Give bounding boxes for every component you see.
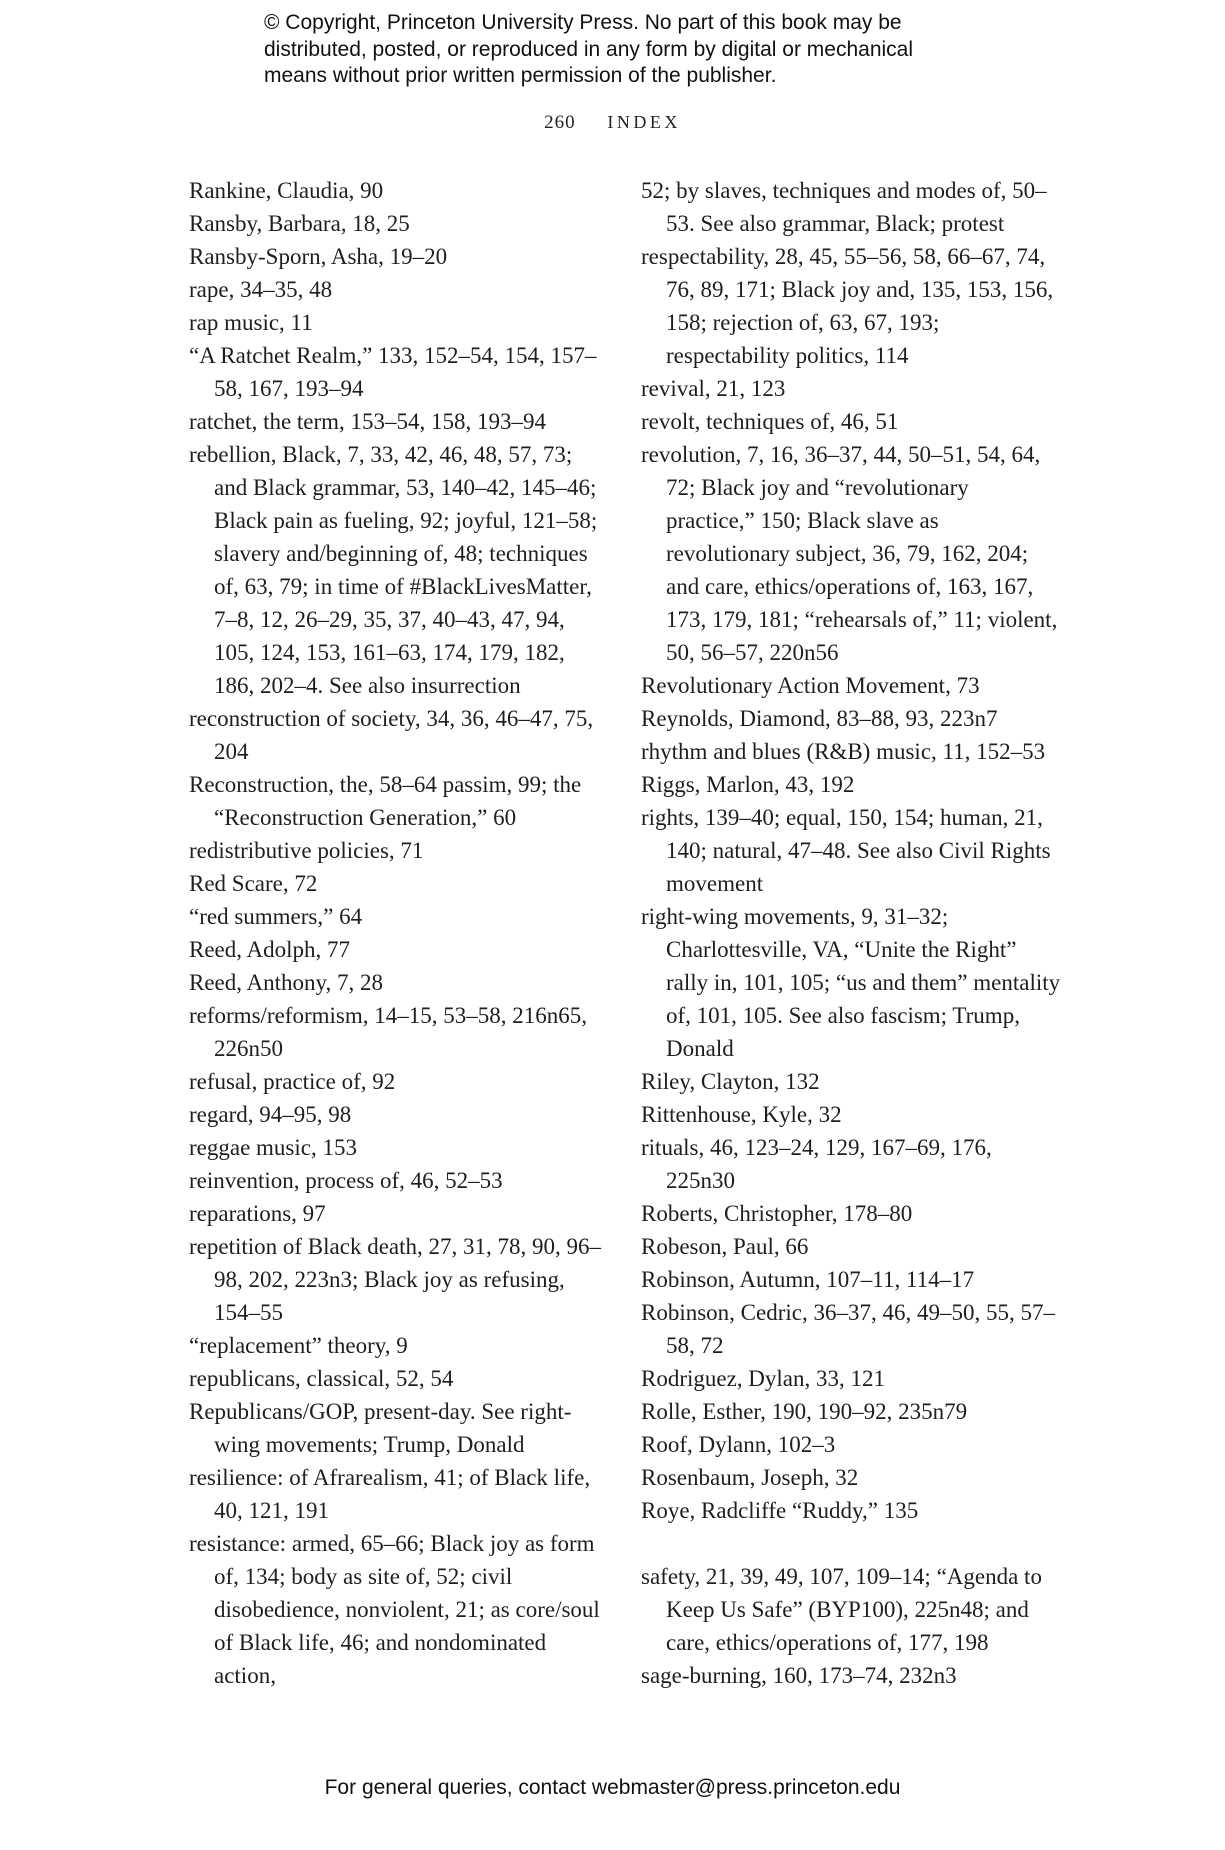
copyright-notice xyxy=(264,10,984,90)
index-entry: reconstruction of society, 34, 36, 46–47, 75, 204 xyxy=(189,706,594,764)
index-entry: Rosenbaum, Joseph, 32 xyxy=(641,1465,859,1490)
index-entry: ratchet, the term, 153–54, 158, 193–94 xyxy=(189,409,547,434)
index-column-right xyxy=(641,174,1061,1692)
footer-contact: For general queries, contact webmaster@press.princeton.edu xyxy=(324,1776,901,1799)
copyright-line: means without prior written permission of the publisher. xyxy=(264,64,777,87)
index-entry: right-wing movements, 9, 31–32; Charlottesville, VA, “Unite the Right” rally in, 101, 105; “us and them” mentality of, 101, 105. See also fascism; Trump, Donald xyxy=(641,904,1061,1061)
index-entry: resilience: of Afrarealism, 41; of Black life, 40, 121, 191 xyxy=(189,1465,591,1523)
index-entry: resistance: armed, 65–66; Black joy as form of, 134; body as site of, 52; civil disobedience, nonviolent, 21; as core/soul of Black life, 46; and nondominated action, xyxy=(189,1531,600,1688)
index-entry: Riley, Clayton, 132 xyxy=(641,1069,820,1094)
index-entry: redistributive policies, 71 xyxy=(189,838,424,863)
index-entry: Roberts, Christopher, 178–80 xyxy=(641,1201,913,1226)
index-entry: sage-burning, 160, 173–74, 232n3 xyxy=(641,1663,957,1688)
index-entry: Ransby-Sporn, Asha, 19–20 xyxy=(189,244,448,269)
index-entry: repetition of Black death, 27, 31, 78, 90, 96–98, 202, 223n3; Black joy as refusing, 154–55 xyxy=(189,1234,602,1325)
index-entry: Republicans/GOP, present-day. See right-wing movements; Trump, Donald xyxy=(189,1399,572,1457)
index-entry: Roye, Radcliffe “Ruddy,” 135 xyxy=(641,1498,919,1523)
copyright-line: © Copyright, Princeton University Press. No part of this book may be xyxy=(264,11,902,34)
index-entry: Reed, Adolph, 77 xyxy=(189,937,350,962)
index-entry: reparations, 97 xyxy=(189,1201,326,1226)
index-entry: Reynolds, Diamond, 83–88, 93, 223n7 xyxy=(641,706,998,731)
running-head-title: INDEX xyxy=(607,112,681,132)
index-entry: Revolutionary Action Movement, 73 xyxy=(641,673,980,698)
index-entry: rape, 34–35, 48 xyxy=(189,277,333,302)
index-entry: reinvention, process of, 46, 52–53 xyxy=(189,1168,503,1193)
index-entry: reggae music, 153 xyxy=(189,1135,357,1160)
index-entry: rituals, 46, 123–24, 129, 167–69, 176, 225n30 xyxy=(641,1135,992,1193)
index-entry: republicans, classical, 52, 54 xyxy=(189,1366,454,1391)
index-entry: reforms/reformism, 14–15, 53–58, 216n65, 226n50 xyxy=(189,1003,587,1061)
index-entry: rap music, 11 xyxy=(189,310,313,335)
index-entry: Rankine, Claudia, 90 xyxy=(189,178,384,203)
index-entry: Robinson, Autumn, 107–11, 114–17 xyxy=(641,1267,975,1292)
index-entry: Riggs, Marlon, 43, 192 xyxy=(641,772,855,797)
index-entry: Ransby, Barbara, 18, 25 xyxy=(189,211,410,236)
index-entry: rhythm and blues (R&B) music, 11, 152–53 xyxy=(641,739,1046,764)
index-entry: Robinson, Cedric, 36–37, 46, 49–50, 55, 57–58, 72 xyxy=(641,1300,1055,1358)
index-entry: Reed, Anthony, 7, 28 xyxy=(189,970,383,995)
index-entry: “red summers,” 64 xyxy=(189,904,363,929)
copyright-line: distributed, posted, or reproduced in any form by digital or mechanical xyxy=(264,37,914,61)
running-head xyxy=(0,112,1225,134)
index-entry: revolution, 7, 16, 36–37, 44, 50–51, 54, 64, 72; Black joy and “revolutionary practice,” 150; Black slave as revolutionary subject, 36, 79, 162, 204; and care, ethics/operations of, 163, 167, 173, 179, 181; “rehearsals of,” 11; violent, 50, 56–57, 220n56 xyxy=(641,442,1058,665)
index-entry: Robeson, Paul, 66 xyxy=(641,1234,809,1259)
index-entry: refusal, practice of, 92 xyxy=(189,1069,396,1094)
index-entry: Rodriguez, Dylan, 33, 121 xyxy=(641,1366,886,1391)
index-entry: revival, 21, 123 xyxy=(641,376,786,401)
index-entry: Roof, Dylann, 102–3 xyxy=(641,1432,836,1457)
index-entry: 52; by slaves, techniques and modes of, 50–53. See also grammar, Black; protest xyxy=(641,178,1047,236)
index-entry: rebellion, Black, 7, 33, 42, 46, 48, 57, 73; and Black grammar, 53, 140–42, 145–46; Black pain as fueling, 92; joyful, 121–58; slavery and/beginning of, 48; techniques of, 63, 79; in time of #BlackLivesMatter, 7–8, 12, 26–29, 35, 37, 40–43, 47, 94, 105, 124, 153, 161–63, 174, 179, 182, 186, 202–4. See also insurrection xyxy=(189,442,598,698)
index-entry: Rittenhouse, Kyle, 32 xyxy=(641,1102,842,1127)
index-entry: “replacement” theory, 9 xyxy=(189,1333,408,1358)
index-entry: respectability, 28, 45, 55–56, 58, 66–67, 74, 76, 89, 171; Black joy and, 135, 153, 156, 158; rejection of, 63, 67, 193; respectability politics, 114 xyxy=(641,244,1054,368)
index-column-left xyxy=(189,174,609,1692)
index-entry: rights, 139–40; equal, 150, 154; human, 21, 140; natural, 47–48. See also Civil Rights movement xyxy=(641,805,1051,896)
index-entry: safety, 21, 39, 49, 107, 109–14; “Agenda to Keep Us Safe” (BYP100), 225n48; and care, ethics/operations of, 177, 198 xyxy=(641,1564,1042,1655)
index-entry: regard, 94–95, 98 xyxy=(189,1102,352,1127)
index-entry: revolt, techniques of, 46, 51 xyxy=(641,409,899,434)
index-entry: Reconstruction, the, 58–64 passim, 99; the “Reconstruction Generation,” 60 xyxy=(189,772,582,830)
index-entry: “A Ratchet Realm,” 133, 152–54, 154, 157–58, 167, 193–94 xyxy=(189,343,597,401)
index-entry: Rolle, Esther, 190, 190–92, 235n79 xyxy=(641,1399,968,1424)
page-number: 260 xyxy=(544,112,576,133)
index-entry: Red Scare, 72 xyxy=(189,871,318,896)
